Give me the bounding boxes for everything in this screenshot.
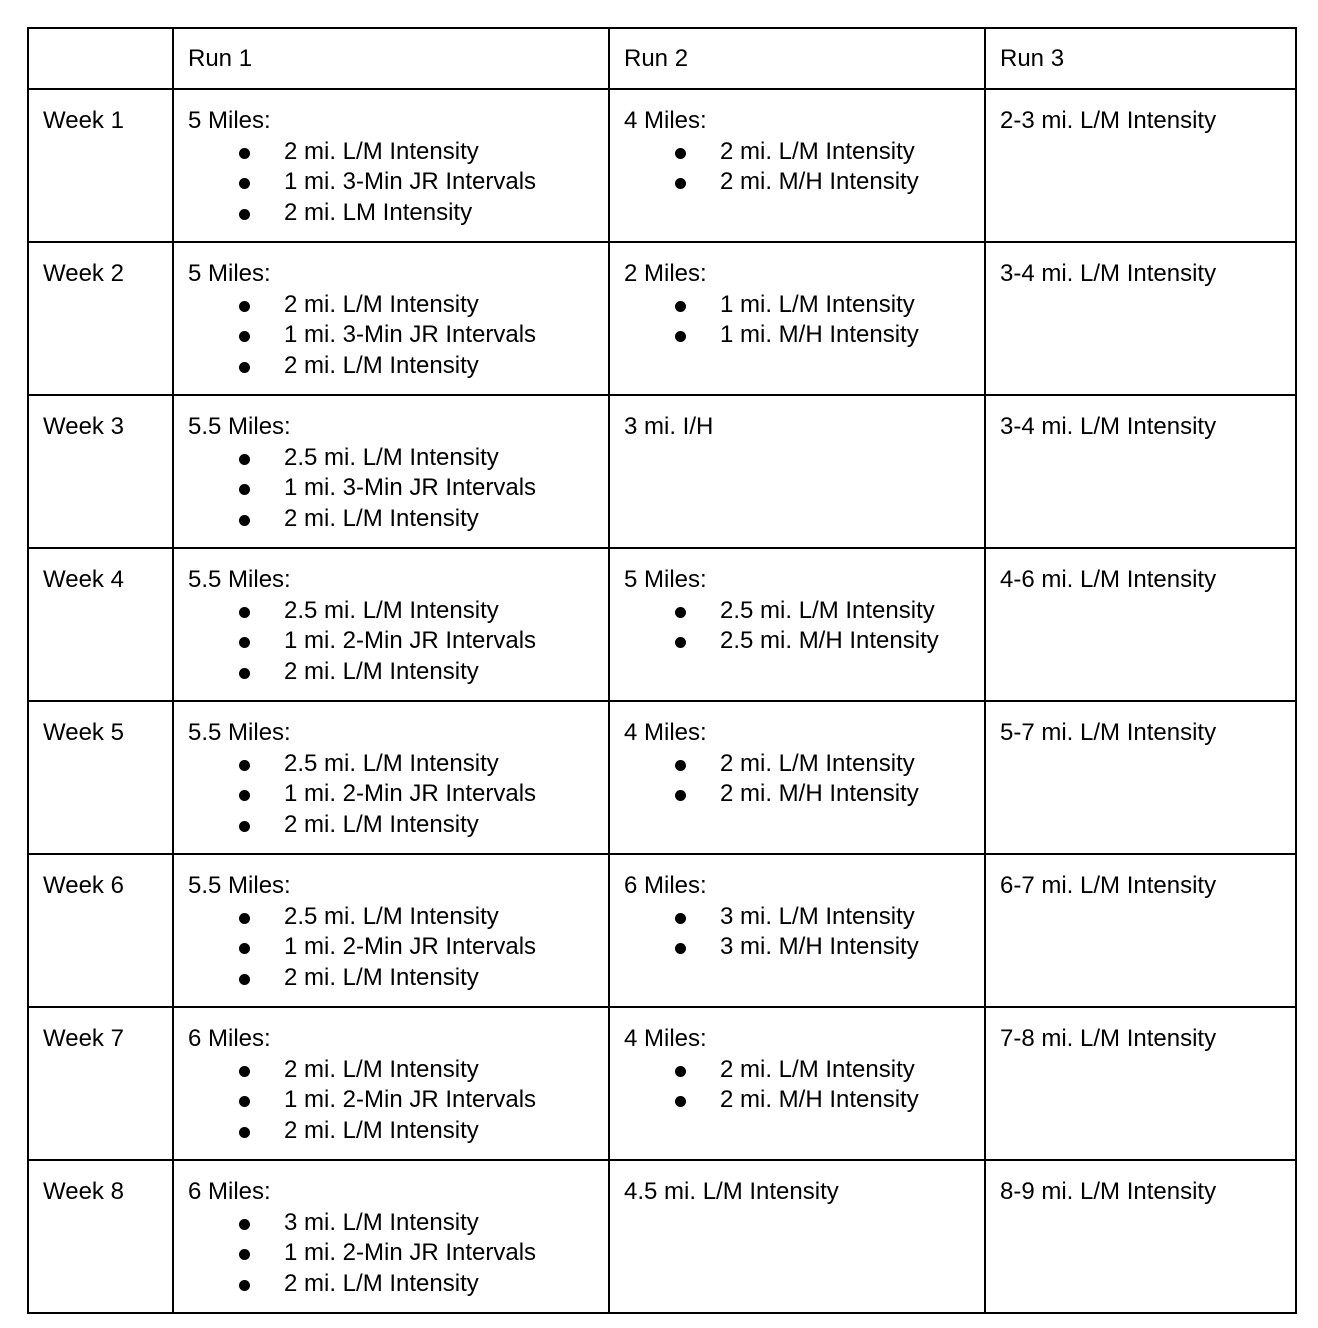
header-row bbox=[28, 28, 1296, 89]
segment-list bbox=[188, 1055, 594, 1147]
segment-item bbox=[188, 596, 594, 627]
bullet-icon bbox=[675, 637, 686, 648]
run-summary: 3-4 mi. L/M Intensity bbox=[1000, 413, 1217, 440]
bullet-icon bbox=[675, 331, 686, 342]
segment-item bbox=[188, 320, 594, 351]
week-row bbox=[28, 1007, 1296, 1160]
segment-list bbox=[188, 749, 594, 841]
header-run-2: Run 2 bbox=[609, 28, 985, 89]
run-3-cell bbox=[985, 89, 1296, 242]
run-1-cell bbox=[173, 395, 609, 548]
segment-list bbox=[624, 137, 970, 198]
header-run-1: Run 1 bbox=[173, 28, 609, 89]
run-1-cell bbox=[173, 701, 609, 854]
bullet-icon bbox=[239, 209, 250, 220]
bullet-icon bbox=[239, 1066, 250, 1077]
bullet-icon bbox=[239, 178, 250, 189]
segment-text: 2 mi. L/M Intensity bbox=[284, 1055, 479, 1083]
run-2-cell bbox=[609, 701, 985, 854]
run-1-cell bbox=[173, 548, 609, 701]
segment-text: 2.5 mi. L/M Intensity bbox=[720, 596, 935, 624]
run-summary: 5 Miles: bbox=[188, 260, 271, 287]
run-summary: 6-7 mi. L/M Intensity bbox=[1000, 872, 1217, 899]
segment-item bbox=[188, 657, 594, 688]
segment-text: 2.5 mi. L/M Intensity bbox=[284, 596, 499, 624]
segment-text: 1 mi. M/H Intensity bbox=[720, 321, 919, 348]
bullet-icon bbox=[239, 974, 250, 985]
segment-item bbox=[188, 1269, 594, 1300]
segment-text: 2 mi. L/M Intensity bbox=[720, 137, 915, 165]
bullet-icon bbox=[239, 301, 250, 312]
segment-text: 2.5 mi. L/M Intensity bbox=[284, 443, 499, 471]
run-summary: 4-6 mi. L/M Intensity bbox=[1000, 566, 1217, 593]
segment-text: 2 mi. M/H Intensity bbox=[720, 1086, 919, 1113]
week-row bbox=[28, 395, 1296, 548]
segment-text: 2.5 mi. L/M Intensity bbox=[284, 749, 499, 777]
segment-item bbox=[624, 1055, 970, 1086]
segment-text: 2 mi. M/H Intensity bbox=[720, 168, 919, 195]
segment-text: 3 mi. L/M Intensity bbox=[284, 1208, 479, 1236]
segment-item bbox=[188, 749, 594, 780]
segment-text: 2 mi. L/M Intensity bbox=[284, 1116, 479, 1144]
run-summary: 6 Miles: bbox=[188, 1178, 271, 1205]
segment-item bbox=[188, 504, 594, 535]
bullet-icon bbox=[239, 515, 250, 526]
segment-item bbox=[188, 443, 594, 474]
run-2-cell bbox=[609, 395, 985, 548]
week-row bbox=[28, 242, 1296, 395]
run-3-cell bbox=[985, 395, 1296, 548]
run-summary: 5.5 Miles: bbox=[188, 413, 291, 440]
segment-text: 3 mi. L/M Intensity bbox=[720, 902, 915, 930]
segment-item bbox=[188, 473, 594, 504]
segment-text: 2 mi. LM Intensity bbox=[284, 198, 473, 226]
segment-item bbox=[188, 167, 594, 198]
week-label: Week 3 bbox=[28, 395, 173, 548]
segment-text: 2 mi. L/M Intensity bbox=[284, 657, 479, 685]
week-label: Week 5 bbox=[28, 701, 173, 854]
bullet-icon bbox=[239, 1219, 250, 1230]
segment-item bbox=[188, 810, 594, 841]
bullet-icon bbox=[239, 1096, 250, 1107]
segment-item bbox=[188, 1238, 594, 1269]
segment-item bbox=[624, 749, 970, 780]
segment-text: 1 mi. 3-Min JR Intervals bbox=[284, 474, 537, 501]
segment-item bbox=[624, 290, 970, 321]
run-summary: 6 Miles: bbox=[624, 872, 707, 899]
run-summary: 5 Miles: bbox=[188, 107, 271, 134]
segment-text: 1 mi. 2-Min JR Intervals bbox=[284, 780, 537, 807]
bullet-icon bbox=[239, 607, 250, 618]
run-summary: 7-8 mi. L/M Intensity bbox=[1000, 1025, 1217, 1052]
run-summary: 8-9 mi. L/M Intensity bbox=[1000, 1178, 1217, 1205]
segment-list bbox=[188, 290, 594, 382]
run-summary: 2-3 mi. L/M Intensity bbox=[1000, 107, 1217, 134]
run-1-cell bbox=[173, 242, 609, 395]
bullet-icon bbox=[675, 148, 686, 159]
run-summary: 5.5 Miles: bbox=[188, 872, 291, 899]
run-1-cell bbox=[173, 89, 609, 242]
segment-item bbox=[188, 137, 594, 168]
bullet-icon bbox=[675, 1096, 686, 1107]
run-summary: 5.5 Miles: bbox=[188, 719, 291, 746]
run-3-cell bbox=[985, 854, 1296, 1007]
segment-text: 2 mi. L/M Intensity bbox=[284, 810, 479, 838]
run-summary: 4 Miles: bbox=[624, 719, 707, 746]
bullet-icon bbox=[675, 760, 686, 771]
bullet-icon bbox=[239, 668, 250, 679]
segment-item bbox=[624, 932, 970, 963]
week-row bbox=[28, 854, 1296, 1007]
run-2-cell bbox=[609, 548, 985, 701]
segment-list bbox=[624, 902, 970, 963]
run-3-cell bbox=[985, 242, 1296, 395]
segment-list bbox=[188, 902, 594, 994]
bullet-icon bbox=[239, 821, 250, 832]
segment-text: 2 mi. L/M Intensity bbox=[720, 749, 915, 777]
run-summary: 4 Miles: bbox=[624, 1025, 707, 1052]
segment-text: 2 mi. L/M Intensity bbox=[284, 1269, 479, 1297]
week-label: Week 1 bbox=[28, 89, 173, 242]
run-3-cell bbox=[985, 1007, 1296, 1160]
segment-item bbox=[188, 963, 594, 994]
run-summary: 2 Miles: bbox=[624, 260, 707, 287]
run-1-cell bbox=[173, 1007, 609, 1160]
segment-text: 2 mi. L/M Intensity bbox=[284, 963, 479, 991]
segment-text: 1 mi. 2-Min JR Intervals bbox=[284, 627, 537, 654]
segment-text: 1 mi. 2-Min JR Intervals bbox=[284, 1086, 537, 1113]
bullet-icon bbox=[675, 607, 686, 618]
segment-text: 2 mi. M/H Intensity bbox=[720, 780, 919, 807]
segment-item bbox=[188, 351, 594, 382]
bullet-icon bbox=[675, 178, 686, 189]
segment-list bbox=[624, 749, 970, 810]
segment-text: 2 mi. L/M Intensity bbox=[284, 351, 479, 379]
week-label: Week 6 bbox=[28, 854, 173, 1007]
segment-text: 1 mi. L/M Intensity bbox=[720, 290, 915, 318]
training-plan-table bbox=[27, 27, 1297, 1314]
run-3-cell bbox=[985, 548, 1296, 701]
run-2-cell bbox=[609, 1007, 985, 1160]
segment-item bbox=[624, 167, 970, 198]
run-summary: 3-4 mi. L/M Intensity bbox=[1000, 260, 1217, 287]
run-summary: 3 mi. I/H bbox=[624, 413, 714, 440]
segment-item bbox=[188, 1055, 594, 1086]
week-label: Week 8 bbox=[28, 1160, 173, 1313]
segment-text: 1 mi. 2-Min JR Intervals bbox=[284, 1239, 537, 1266]
bullet-icon bbox=[239, 913, 250, 924]
bullet-icon bbox=[239, 484, 250, 495]
segment-text: 1 mi. 3-Min JR Intervals bbox=[284, 321, 537, 348]
segment-text: 3 mi. M/H Intensity bbox=[720, 933, 919, 960]
segment-item bbox=[624, 137, 970, 168]
bullet-icon bbox=[239, 331, 250, 342]
run-summary: 5 Miles: bbox=[624, 566, 707, 593]
bullet-icon bbox=[239, 1127, 250, 1138]
segment-item bbox=[188, 626, 594, 657]
segment-item bbox=[188, 1085, 594, 1116]
segment-text: 2.5 mi. M/H Intensity bbox=[720, 627, 939, 654]
segment-text: 2 mi. L/M Intensity bbox=[284, 137, 479, 165]
week-label: Week 4 bbox=[28, 548, 173, 701]
run-summary: 6 Miles: bbox=[188, 1025, 271, 1052]
run-summary: 4.5 mi. L/M Intensity bbox=[624, 1178, 839, 1205]
segment-item bbox=[188, 902, 594, 933]
segment-text: 2.5 mi. L/M Intensity bbox=[284, 902, 499, 930]
run-3-cell bbox=[985, 701, 1296, 854]
week-row bbox=[28, 89, 1296, 242]
segment-item bbox=[624, 596, 970, 627]
bullet-icon bbox=[239, 1280, 250, 1291]
run-summary: 5-7 mi. L/M Intensity bbox=[1000, 719, 1217, 746]
segment-item bbox=[188, 290, 594, 321]
header-run-3: Run 3 bbox=[985, 28, 1296, 89]
week-row bbox=[28, 1160, 1296, 1313]
bullet-icon bbox=[239, 943, 250, 954]
run-2-cell bbox=[609, 242, 985, 395]
segment-item bbox=[188, 1208, 594, 1239]
bullet-icon bbox=[239, 362, 250, 373]
week-label: Week 2 bbox=[28, 242, 173, 395]
segment-item bbox=[188, 198, 594, 229]
run-2-cell bbox=[609, 1160, 985, 1313]
week-label: Week 7 bbox=[28, 1007, 173, 1160]
run-2-cell bbox=[609, 89, 985, 242]
segment-list bbox=[624, 290, 970, 351]
bullet-icon bbox=[675, 1066, 686, 1077]
segment-list bbox=[188, 443, 594, 535]
bullet-icon bbox=[239, 454, 250, 465]
week-row bbox=[28, 701, 1296, 854]
bullet-icon bbox=[675, 913, 686, 924]
segment-text: 1 mi. 2-Min JR Intervals bbox=[284, 933, 537, 960]
segment-text: 1 mi. 3-Min JR Intervals bbox=[284, 168, 537, 195]
bullet-icon bbox=[675, 301, 686, 312]
segment-list bbox=[188, 596, 594, 688]
bullet-icon bbox=[239, 148, 250, 159]
run-3-cell bbox=[985, 1160, 1296, 1313]
run-summary: 4 Miles: bbox=[624, 107, 707, 134]
segment-text: 2 mi. L/M Intensity bbox=[284, 290, 479, 318]
week-row bbox=[28, 548, 1296, 701]
run-1-cell bbox=[173, 1160, 609, 1313]
run-2-cell bbox=[609, 854, 985, 1007]
segment-item bbox=[188, 779, 594, 810]
segment-item bbox=[188, 1116, 594, 1147]
segment-item bbox=[624, 779, 970, 810]
plan-body bbox=[28, 89, 1296, 1313]
header-week bbox=[28, 28, 173, 89]
run-1-cell bbox=[173, 854, 609, 1007]
bullet-icon bbox=[239, 637, 250, 648]
bullet-icon bbox=[239, 790, 250, 801]
segment-item bbox=[624, 320, 970, 351]
bullet-icon bbox=[675, 790, 686, 801]
bullet-icon bbox=[239, 1249, 250, 1260]
segment-list bbox=[624, 596, 970, 657]
segment-item bbox=[188, 932, 594, 963]
segment-list bbox=[188, 1208, 594, 1300]
segment-list bbox=[188, 137, 594, 229]
segment-item bbox=[624, 626, 970, 657]
segment-item bbox=[624, 1085, 970, 1116]
segment-text: 2 mi. L/M Intensity bbox=[284, 504, 479, 532]
run-summary: 5.5 Miles: bbox=[188, 566, 291, 593]
bullet-icon bbox=[239, 760, 250, 771]
segment-list bbox=[624, 1055, 970, 1116]
segment-item bbox=[624, 902, 970, 933]
bullet-icon bbox=[675, 943, 686, 954]
segment-text: 2 mi. L/M Intensity bbox=[720, 1055, 915, 1083]
